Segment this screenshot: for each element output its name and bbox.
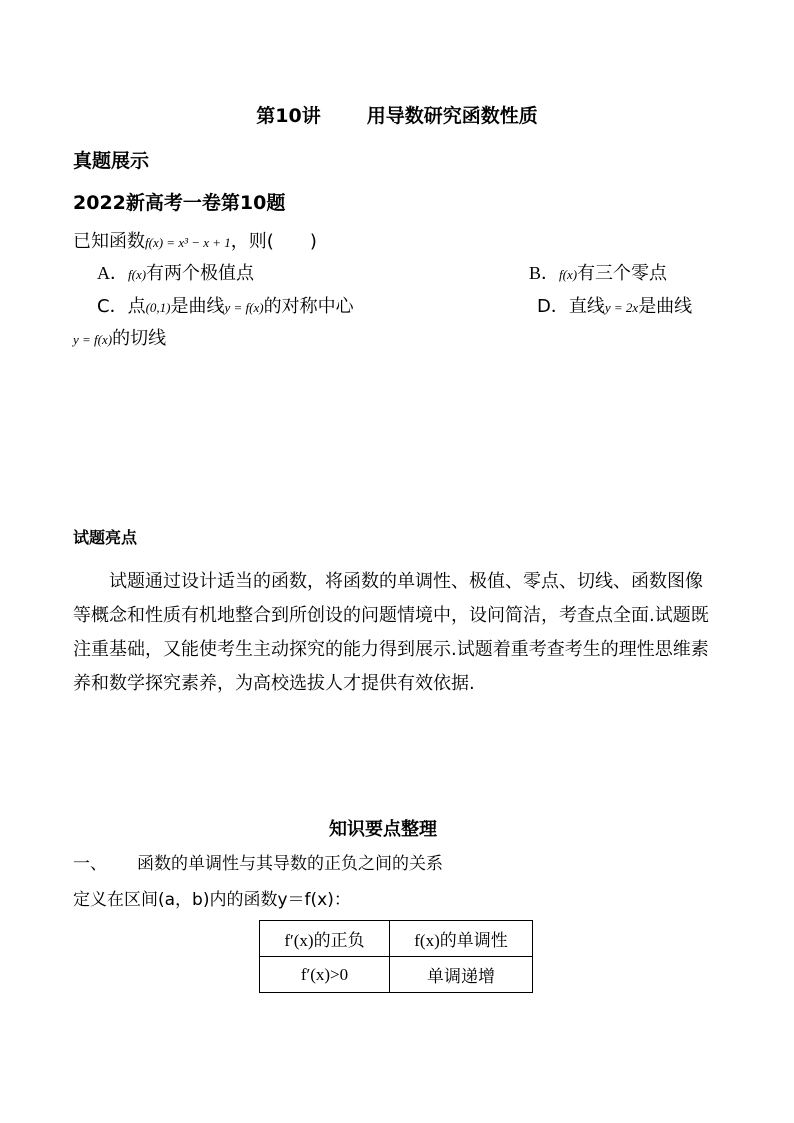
subsection-heading-1: 一、 函数的单调性与其导数的正负之间的关系	[73, 854, 443, 874]
option-a: A．f(x)有两个极值点	[97, 263, 255, 284]
table-cell: f′(x)>0	[260, 957, 390, 993]
lecture-topic: 用导数研究函数性质	[366, 105, 538, 127]
option-b: B．f(x)有三个零点	[529, 263, 668, 284]
monotonicity-table	[259, 920, 533, 993]
lecture-number: 第10讲	[256, 105, 321, 127]
table-cell: 单调递增	[390, 957, 533, 993]
question-stem: 已知函数f(x) = x³ − x + 1，则( )	[73, 231, 317, 252]
option-d-continued: y = f(x)的切线	[73, 328, 167, 349]
option-c: C．点(0,1)是曲线y = f(x)的对称中心	[97, 296, 354, 317]
table-header-cell: f(x)的单调性	[390, 921, 533, 957]
option-d: D．直线y = 2x是曲线	[537, 296, 693, 317]
table-header-row	[260, 921, 533, 957]
highlight-paragraph: 试题通过设计适当的函数，将函数的单调性、极值、零点、切线、函数图像 等概念和性质有机地整合到所创设的问题情境中，设问简洁，考查点全面.试题既 注重基础，又能使考生主动探究的能力得到展示.试题着重考查考生的理性思维素 养和数学探究素养，为高校选拔人才提供有效依据.	[73, 571, 709, 694]
question-formula: f(x) = x³ − x + 1	[145, 235, 231, 250]
page-title	[0, 101, 794, 128]
problem-source: 2022新高考一卷第10题	[73, 192, 286, 214]
table-row	[260, 957, 533, 993]
table-header-cell: f′(x)的正负	[260, 921, 390, 957]
section-heading-zhenti: 真题展示	[73, 150, 150, 172]
definition-line: 定义在区间(a，b)内的函数y＝f(x)：	[73, 890, 351, 910]
section-heading-liangdian: 试题亮点	[73, 528, 138, 547]
section-heading-zhishi: 知识要点整理	[329, 819, 437, 840]
